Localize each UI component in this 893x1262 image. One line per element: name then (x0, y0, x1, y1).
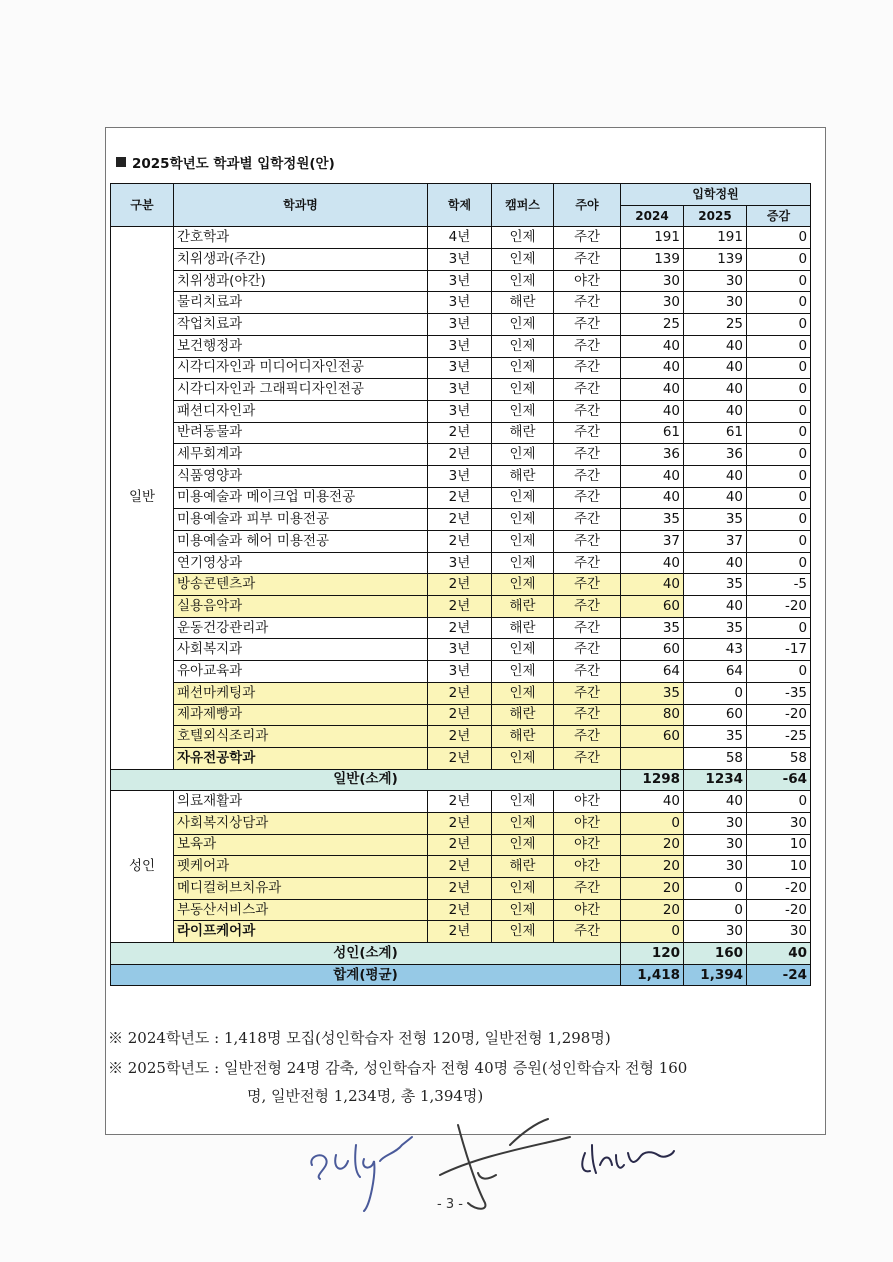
dept-name: 간호학과 (174, 227, 428, 249)
subtotal-2024: 120 (621, 943, 684, 965)
quota-2025-cell: 30 (684, 921, 747, 943)
heading-text: 2025학년도 학과별 입학정원(안) (132, 156, 335, 172)
col-campus: 캠퍼스 (492, 184, 554, 227)
quota-2024-cell: 35 (621, 617, 684, 639)
dept-name: 유아교육과 (174, 661, 428, 683)
campus-cell: 인제 (492, 682, 554, 704)
total-2025: 1,394 (684, 964, 747, 986)
campus-cell: 인제 (492, 921, 554, 943)
quota-2024-cell: 40 (621, 400, 684, 422)
subtotal-label: 일반(소계) (111, 769, 621, 791)
campus-cell: 인제 (492, 747, 554, 769)
quota-2025-cell: 191 (684, 227, 747, 249)
table-row (111, 661, 811, 683)
general-subtotal-row (111, 769, 811, 791)
change-cell: 0 (747, 509, 811, 531)
quota-2025-cell: 40 (684, 596, 747, 618)
dept-name: 세무회계과 (174, 444, 428, 466)
dept-name: 방송콘텐츠과 (174, 574, 428, 596)
daynight-cell: 야간 (554, 856, 621, 878)
quota-2024-cell: 20 (621, 834, 684, 856)
quota-2025-cell: 40 (684, 400, 747, 422)
dept-name: 사회복지상담과 (174, 812, 428, 834)
term-cell: 2년 (428, 682, 492, 704)
term-cell: 2년 (428, 704, 492, 726)
quota-2025-cell: 40 (684, 552, 747, 574)
table-row (111, 856, 811, 878)
change-cell: 0 (747, 444, 811, 466)
table-row (111, 292, 811, 314)
change-cell: -20 (747, 704, 811, 726)
header-row-1 (111, 184, 811, 206)
daynight-cell: 주간 (554, 639, 621, 661)
change-cell: 0 (747, 249, 811, 271)
dept-name: 미용예술과 헤어 미용전공 (174, 531, 428, 553)
campus-cell: 인제 (492, 335, 554, 357)
table-row (111, 227, 811, 249)
campus-cell: 인제 (492, 227, 554, 249)
term-cell: 3년 (428, 465, 492, 487)
quota-2025-cell: 40 (684, 379, 747, 401)
dept-name: 치위생과(야간) (174, 270, 428, 292)
col-2025: 2025 (684, 205, 747, 227)
col-quota: 입학정원 (621, 184, 811, 206)
table-row (111, 552, 811, 574)
table-row (111, 791, 811, 813)
dept-name: 보육과 (174, 834, 428, 856)
campus-cell: 인제 (492, 249, 554, 271)
table-row (111, 487, 811, 509)
change-cell: 0 (747, 791, 811, 813)
campus-cell: 해란 (492, 726, 554, 748)
quota-2024-cell: 60 (621, 639, 684, 661)
subtotal-change: -64 (747, 769, 811, 791)
change-cell: 0 (747, 270, 811, 292)
campus-cell: 인제 (492, 531, 554, 553)
daynight-cell: 주간 (554, 726, 621, 748)
quota-2025-cell: 64 (684, 661, 747, 683)
table-row (111, 249, 811, 271)
campus-cell: 해란 (492, 617, 554, 639)
quota-2025-cell: 35 (684, 574, 747, 596)
quota-2024-cell: 191 (621, 227, 684, 249)
change-cell: 0 (747, 292, 811, 314)
quota-2024-cell: 35 (621, 509, 684, 531)
quota-2025-cell: 36 (684, 444, 747, 466)
daynight-cell: 주간 (554, 878, 621, 900)
dept-name: 패션디자인과 (174, 400, 428, 422)
dept-name: 연기영상과 (174, 552, 428, 574)
dept-name: 패션마케팅과 (174, 682, 428, 704)
dept-name: 의료재활과 (174, 791, 428, 813)
daynight-cell: 주간 (554, 465, 621, 487)
change-cell: 0 (747, 661, 811, 683)
quota-2024-cell: 61 (621, 422, 684, 444)
change-cell: 58 (747, 747, 811, 769)
table-row (111, 335, 811, 357)
col-dept: 학과명 (174, 184, 428, 227)
adult-subtotal-row (111, 943, 811, 965)
quota-2025-cell: 0 (684, 878, 747, 900)
change-cell: 0 (747, 617, 811, 639)
campus-cell: 인제 (492, 574, 554, 596)
subtotal-2024: 1298 (621, 769, 684, 791)
quota-2025-cell: 0 (684, 899, 747, 921)
term-cell: 2년 (428, 596, 492, 618)
dept-name: 반려동물과 (174, 422, 428, 444)
term-cell: 2년 (428, 444, 492, 466)
daynight-cell: 주간 (554, 379, 621, 401)
dept-name: 자유전공학과 (174, 747, 428, 769)
daynight-cell: 주간 (554, 704, 621, 726)
table-row (111, 357, 811, 379)
table-row (111, 444, 811, 466)
handwritten-signatures (300, 1115, 700, 1225)
table-row (111, 921, 811, 943)
quota-2024-cell: 25 (621, 314, 684, 336)
note-2025: ※ 2025학년도 : 일반전형 24명 감축, 성인학습자 전형 40명 증원(성인학습자 전형 160 (108, 1059, 688, 1077)
campus-cell: 인제 (492, 379, 554, 401)
change-cell: 0 (747, 531, 811, 553)
daynight-cell: 주간 (554, 574, 621, 596)
term-cell: 2년 (428, 878, 492, 900)
quota-2024-cell: 40 (621, 379, 684, 401)
campus-cell: 인제 (492, 444, 554, 466)
quota-2025-cell: 40 (684, 487, 747, 509)
quota-2024-cell: 20 (621, 899, 684, 921)
table-row (111, 639, 811, 661)
quota-2024-cell: 0 (621, 812, 684, 834)
term-cell: 3년 (428, 335, 492, 357)
daynight-cell: 주간 (554, 509, 621, 531)
term-cell: 3년 (428, 270, 492, 292)
term-cell: 2년 (428, 574, 492, 596)
change-cell: 30 (747, 812, 811, 834)
quota-2024-cell: 40 (621, 465, 684, 487)
quota-2025-cell: 40 (684, 335, 747, 357)
quota-2024-cell (621, 747, 684, 769)
square-bullet-icon (116, 157, 126, 167)
dept-name: 식품영양과 (174, 465, 428, 487)
page-number: - 3 - (437, 1197, 463, 1212)
subtotal-change: 40 (747, 943, 811, 965)
quota-2025-cell: 43 (684, 639, 747, 661)
change-cell: 0 (747, 314, 811, 336)
daynight-cell: 주간 (554, 335, 621, 357)
campus-cell: 인제 (492, 834, 554, 856)
term-cell: 2년 (428, 487, 492, 509)
change-cell: 30 (747, 921, 811, 943)
campus-cell: 인제 (492, 812, 554, 834)
dept-name: 펫케어과 (174, 856, 428, 878)
campus-cell: 해란 (492, 704, 554, 726)
daynight-cell: 야간 (554, 899, 621, 921)
quota-2024-cell: 20 (621, 856, 684, 878)
campus-cell: 인제 (492, 639, 554, 661)
change-cell: 0 (747, 422, 811, 444)
daynight-cell: 주간 (554, 292, 621, 314)
table-row (111, 574, 811, 596)
change-cell: -20 (747, 878, 811, 900)
campus-cell: 인제 (492, 270, 554, 292)
quota-2025-cell: 25 (684, 314, 747, 336)
term-cell: 2년 (428, 509, 492, 531)
col-daynight: 주야 (554, 184, 621, 227)
dept-name: 부동산서비스과 (174, 899, 428, 921)
daynight-cell: 야간 (554, 812, 621, 834)
term-cell: 2년 (428, 422, 492, 444)
quota-2024-cell: 40 (621, 335, 684, 357)
change-cell: 0 (747, 400, 811, 422)
table-row (111, 379, 811, 401)
quota-2024-cell: 20 (621, 878, 684, 900)
table-row (111, 617, 811, 639)
quota-2024-cell: 40 (621, 357, 684, 379)
quota-2024-cell: 40 (621, 552, 684, 574)
dept-name: 보건행정과 (174, 335, 428, 357)
change-cell: 0 (747, 357, 811, 379)
campus-cell: 인제 (492, 509, 554, 531)
campus-cell: 해란 (492, 422, 554, 444)
table-row (111, 812, 811, 834)
dept-name: 메디컬허브치유과 (174, 878, 428, 900)
daynight-cell: 야간 (554, 791, 621, 813)
campus-cell: 인제 (492, 400, 554, 422)
table-row (111, 531, 811, 553)
change-cell: 0 (747, 465, 811, 487)
quota-2025-cell: 35 (684, 509, 747, 531)
col-term: 학제 (428, 184, 492, 227)
term-cell: 4년 (428, 227, 492, 249)
daynight-cell: 주간 (554, 596, 621, 618)
quota-2025-cell: 61 (684, 422, 747, 444)
term-cell: 2년 (428, 726, 492, 748)
quota-2024-cell: 40 (621, 574, 684, 596)
table-row (111, 400, 811, 422)
table-row (111, 704, 811, 726)
table-row (111, 747, 811, 769)
change-cell: 0 (747, 227, 811, 249)
quota-2024-cell: 30 (621, 292, 684, 314)
daynight-cell: 주간 (554, 314, 621, 336)
daynight-cell: 주간 (554, 921, 621, 943)
campus-cell: 해란 (492, 596, 554, 618)
table-row (111, 899, 811, 921)
change-cell: 10 (747, 856, 811, 878)
term-cell: 2년 (428, 899, 492, 921)
campus-cell: 인제 (492, 552, 554, 574)
dept-name: 시각디자인과 그래픽디자인전공 (174, 379, 428, 401)
quota-2024-cell: 37 (621, 531, 684, 553)
campus-cell: 인제 (492, 899, 554, 921)
table-row (111, 878, 811, 900)
term-cell: 2년 (428, 617, 492, 639)
total-label: 합계(평균) (111, 964, 621, 986)
total-change: -24 (747, 964, 811, 986)
table-body (111, 227, 811, 986)
term-cell: 3년 (428, 249, 492, 271)
quota-2024-cell: 80 (621, 704, 684, 726)
subtotal-2025: 160 (684, 943, 747, 965)
campus-cell: 인제 (492, 357, 554, 379)
campus-cell: 해란 (492, 856, 554, 878)
daynight-cell: 야간 (554, 834, 621, 856)
daynight-cell: 주간 (554, 444, 621, 466)
term-cell: 2년 (428, 812, 492, 834)
campus-cell: 인제 (492, 487, 554, 509)
quota-2025-cell: 40 (684, 465, 747, 487)
term-cell: 3년 (428, 292, 492, 314)
campus-cell: 인제 (492, 878, 554, 900)
quota-2025-cell: 37 (684, 531, 747, 553)
dept-name: 작업치료과 (174, 314, 428, 336)
table-row (111, 314, 811, 336)
quota-2025-cell: 139 (684, 249, 747, 271)
change-cell: 0 (747, 487, 811, 509)
adult-category-label: 성인 (111, 791, 174, 943)
dept-name: 물리치료과 (174, 292, 428, 314)
col-change: 증감 (747, 205, 811, 227)
daynight-cell: 주간 (554, 422, 621, 444)
total-2024: 1,418 (621, 964, 684, 986)
daynight-cell: 주간 (554, 682, 621, 704)
change-cell: -20 (747, 899, 811, 921)
quota-2025-cell: 60 (684, 704, 747, 726)
term-cell: 2년 (428, 834, 492, 856)
dept-name: 미용예술과 메이크업 미용전공 (174, 487, 428, 509)
quota-2025-cell: 58 (684, 747, 747, 769)
dept-name: 제과제빵과 (174, 704, 428, 726)
dept-name: 실용음악과 (174, 596, 428, 618)
term-cell: 2년 (428, 531, 492, 553)
daynight-cell: 야간 (554, 270, 621, 292)
term-cell: 2년 (428, 747, 492, 769)
table-row (111, 270, 811, 292)
quota-2024-cell: 40 (621, 791, 684, 813)
change-cell: -20 (747, 596, 811, 618)
table-row (111, 726, 811, 748)
term-cell: 3년 (428, 357, 492, 379)
quota-2024-cell: 64 (621, 661, 684, 683)
term-cell: 3년 (428, 400, 492, 422)
daynight-cell: 주간 (554, 617, 621, 639)
table-row (111, 465, 811, 487)
table-row (111, 596, 811, 618)
daynight-cell: 주간 (554, 747, 621, 769)
quota-2025-cell: 35 (684, 617, 747, 639)
term-cell: 3년 (428, 639, 492, 661)
daynight-cell: 주간 (554, 487, 621, 509)
subtotal-label: 성인(소계) (111, 943, 621, 965)
quota-2024-cell: 60 (621, 596, 684, 618)
daynight-cell: 주간 (554, 531, 621, 553)
term-cell: 2년 (428, 856, 492, 878)
daynight-cell: 주간 (554, 661, 621, 683)
term-cell: 3년 (428, 661, 492, 683)
col-category: 구분 (111, 184, 174, 227)
quota-2025-cell: 30 (684, 834, 747, 856)
quota-2024-cell: 36 (621, 444, 684, 466)
quota-2024-cell: 139 (621, 249, 684, 271)
note-2025-cont: 명, 일반전형 1,234명, 총 1,394명) (247, 1087, 484, 1105)
table-row (111, 509, 811, 531)
quota-2025-cell: 0 (684, 682, 747, 704)
daynight-cell: 주간 (554, 227, 621, 249)
quota-2025-cell: 35 (684, 726, 747, 748)
dept-name: 라이프케어과 (174, 921, 428, 943)
dept-name: 사회복지과 (174, 639, 428, 661)
grand-total-row (111, 964, 811, 986)
table-row (111, 834, 811, 856)
change-cell: 0 (747, 379, 811, 401)
quota-2024-cell: 30 (621, 270, 684, 292)
term-cell: 2년 (428, 791, 492, 813)
term-cell: 3년 (428, 314, 492, 336)
change-cell: 0 (747, 335, 811, 357)
change-cell: 0 (747, 552, 811, 574)
daynight-cell: 주간 (554, 552, 621, 574)
term-cell: 3년 (428, 552, 492, 574)
dept-name: 시각디자인과 미디어디자인전공 (174, 357, 428, 379)
change-cell: -25 (747, 726, 811, 748)
quota-2024-cell: 0 (621, 921, 684, 943)
change-cell: -5 (747, 574, 811, 596)
col-2024: 2024 (621, 205, 684, 227)
quota-2024-cell: 40 (621, 487, 684, 509)
quota-2025-cell: 30 (684, 270, 747, 292)
quota-2025-cell: 30 (684, 812, 747, 834)
quota-2025-cell: 30 (684, 856, 747, 878)
campus-cell: 인제 (492, 661, 554, 683)
note-2024: ※ 2024학년도 : 1,418명 모집(성인학습자 전형 120명, 일반전형 1,298명) (108, 1029, 611, 1047)
quota-2025-cell: 30 (684, 292, 747, 314)
change-cell: 10 (747, 834, 811, 856)
quota-2024-cell: 35 (621, 682, 684, 704)
campus-cell: 해란 (492, 465, 554, 487)
dept-name: 미용예술과 피부 미용전공 (174, 509, 428, 531)
term-cell: 2년 (428, 921, 492, 943)
section-heading (116, 152, 335, 172)
quota-2024-cell: 60 (621, 726, 684, 748)
table-row (111, 422, 811, 444)
dept-name: 호텔외식조리과 (174, 726, 428, 748)
admission-quota-table (110, 183, 811, 986)
dept-name: 치위생과(주간) (174, 249, 428, 271)
change-cell: -17 (747, 639, 811, 661)
daynight-cell: 주간 (554, 249, 621, 271)
subtotal-2025: 1234 (684, 769, 747, 791)
daynight-cell: 주간 (554, 400, 621, 422)
campus-cell: 인제 (492, 791, 554, 813)
quota-2025-cell: 40 (684, 791, 747, 813)
campus-cell: 해란 (492, 292, 554, 314)
quota-2025-cell: 40 (684, 357, 747, 379)
table-row (111, 682, 811, 704)
term-cell: 3년 (428, 379, 492, 401)
general-category-label: 일반 (111, 227, 174, 769)
dept-name: 운동건강관리과 (174, 617, 428, 639)
campus-cell: 인제 (492, 314, 554, 336)
daynight-cell: 주간 (554, 357, 621, 379)
change-cell: -35 (747, 682, 811, 704)
